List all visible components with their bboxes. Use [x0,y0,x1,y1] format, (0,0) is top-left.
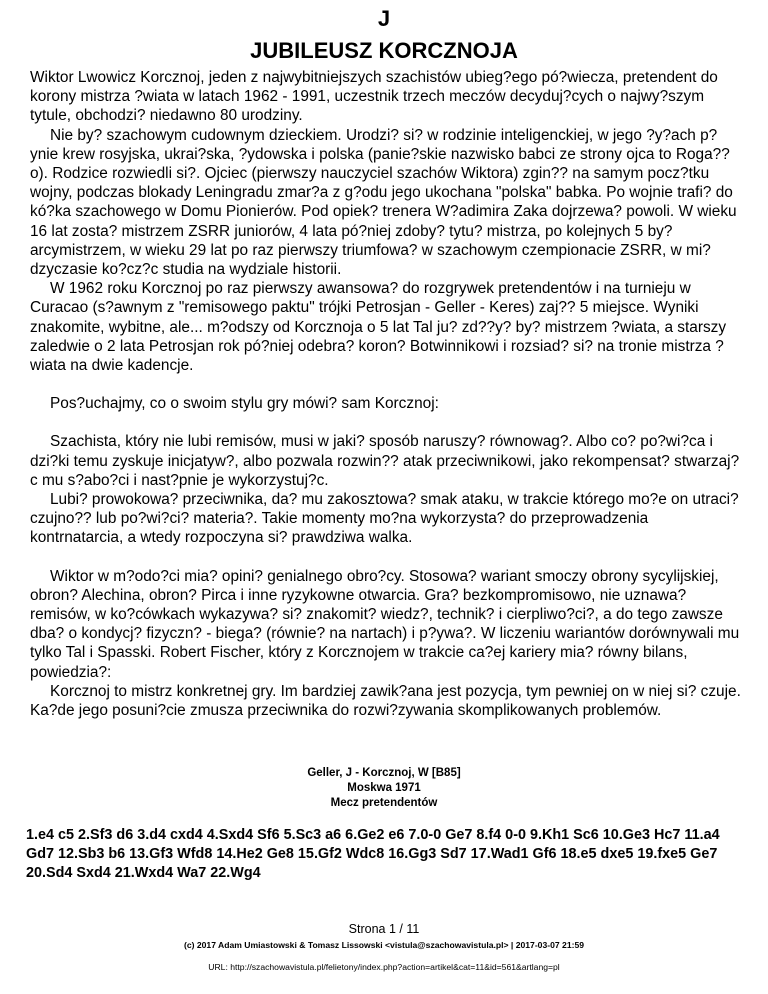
game-event: Mecz pretendentów [330,797,438,809]
spacer [30,548,742,567]
game-place: Moskwa 1971 [347,782,421,794]
footer-copyright: (c) 2017 Adam Umiastowski & Tomasz Lissowski <vistula@szachowavistula.pl> | 2017-03-07 21:59 [183,940,585,950]
paragraph-intro: Wiktor Lwowicz Korcznoj, jeden z najwybitniejszych szachistów ubieg?ego pó?wiecza, pretendent do korony mistrza ?wiata w latach 1962 - 1991, uczestnik trzech meczów decyduj?cych o najwy?szym tytule, obchodzi? niedawno 80 urodziny. [30,69,718,125]
spacer [30,413,742,432]
section-letter: J [377,6,391,31]
spacer [30,375,742,394]
article-body [30,68,742,720]
game-moves: 1.e4 c5 2.Sf3 d6 3.d4 cxd4 4.Sxd4 Sf6 5.Sc3 a6 6.Ge2 e6 7.0-0 Ge7 8.f4 0-0 9.Kh1 Sc6 10.Ge3 Hc7 11.a4 Gd7 12.Sb3 b6 13.Gf3 Wfd8 14.He2 Ge8 15.Gf2 Wdc8 16.Gg3 Sd7 17.Wad1 Gf6 18.e5 dxe5 19.fxe5 Ge7 20.Sd4 Sxd4 21.Wxd4 Wa7 22.Wg4 [26,827,720,881]
game-header [0,766,768,811]
paragraph-style: Wiktor w m?odo?ci mia? opini? genialnego obro?cy. Stosowa? wariant smoczy obrony sycylijskiej, obron? Alechina, obron? Pirca i inne ryzykowne otwarcia. Gra? bezkompromisowo, nie uznawa? remisów, w ko?cówkach wykazywa? si? znakomit? wiedz?, technik? i cierpliwo?ci?, a do tego zawsze dba? o kondycj? fizyczn? - biega? (równie? na nartach) i p?ywa?. W liczeniu wariantów dorównywali mu tylko Tal i Spasski. Robert Fischer, który z Korcznojem w trakcie ca?ej kariery mia? równy bilans, powiedzia?: [30,567,740,681]
paragraph-childhood: Nie by? szachowym cudownym dzieckiem. Urodzi? si? w rodzinie inteligenckiej, w jego ?y?ach p?ynie krew rosyjska, ukrai?ska, ?ydowska i polska (panie?skie nazwisko babci ze strony ojca to Roga??o). Rodzice rozwiedli si?. Ojciec (pierwszy nauczyciel szachów Wiktora) zgin?? na samym pocz?tku wojny, podczas blokady Leningradu zmar?a z g?odu jego ukochana "polska" babka. Po wojnie trafi? do kó?ka szachowego w Domu Pionierów. Pod opiek? trenera W?adimira Zaka dojrzewa? powoli. W wieku 16 lat zosta? mistrzem ZSRR juniorów, 4 lata pó?niej zdoby? tytu? mistrza, po kolejnych 5 by? arcymistrzem, w wieku 29 lat po raz pierwszy triumfowa? w szachowym czempionacie ZSRR, w mi?dzyczasie ko?cz?c studia na wydziale historii. [30,126,737,279]
article-title: JUBILEUSZ KORCZNOJA [250,38,518,63]
paragraph-quote-intro: Pos?uchajmy, co o swoim stylu gry mówi? sam Korcznoj: [50,395,439,413]
paragraph-quote-1: Szachista, który nie lubi remisów, musi w jaki? sposób naruszy? równowag?. Albo co? po?wi?ca i dzi?ki temu zyskuje inicjatyw?, albo pozwala rozwin?? atak przeciwnikowi, jako rekompensat? stwarzaj?c mu s?abo?ci i nast?pnie je wykorzystuj?c. [30,433,740,489]
footer-url[interactable]: URL: http://szachowavistula.pl/felietony/index.php?action=artikel&cat=11&id=561&artlang=pl [208,962,560,972]
paragraph-quote-2: Lubi? prowokowa? przeciwnika, da? mu zakosztowa? smak ataku, w trakcie którego mo?e on utraci? czujno?? lub po?wi?ci? materia?. Takie momenty mo?na wykorzysta? do przeprowadzenia kontrnatarcia, a wtedy rozpoczyna si? prawdziwa walka. [30,491,739,547]
paragraph-fischer-quote: Korcznoj to mistrz konkretnej gry. Im bardziej zawik?ana jest pozycja, tym pewniej on w niej si? czuje. Ka?de jego posuni?cie zmusza przeciwnika do rozwi?zywania skomplikowanych problemów. [30,682,741,720]
page-number: Strona 1 / 11 [348,922,420,936]
game-players: Geller, J - Korcznoj, W [B85] [307,767,461,779]
paragraph-candidates-1962: W 1962 roku Korcznoj po raz pierwszy awansowa? do rozgrywek pretendentów i na turnieju w Curacao (s?awnym z "remisowego paktu" trójki Petrosjan - Geller - Keres) zaj?? 5 miejsce. Wyniki znakomite, wybitne, ale... m?odszy od Korcznoja o 5 lat Tal ju? zd??y? by? mistrzem ?wiata, a starszy zaledwie o 2 lata Petrosjan rok pó?niej odebra? koron? Botwinnikowi i rozsiad? si? na tronie mistrza ?wiata na dwie kadencje. [30,280,727,375]
